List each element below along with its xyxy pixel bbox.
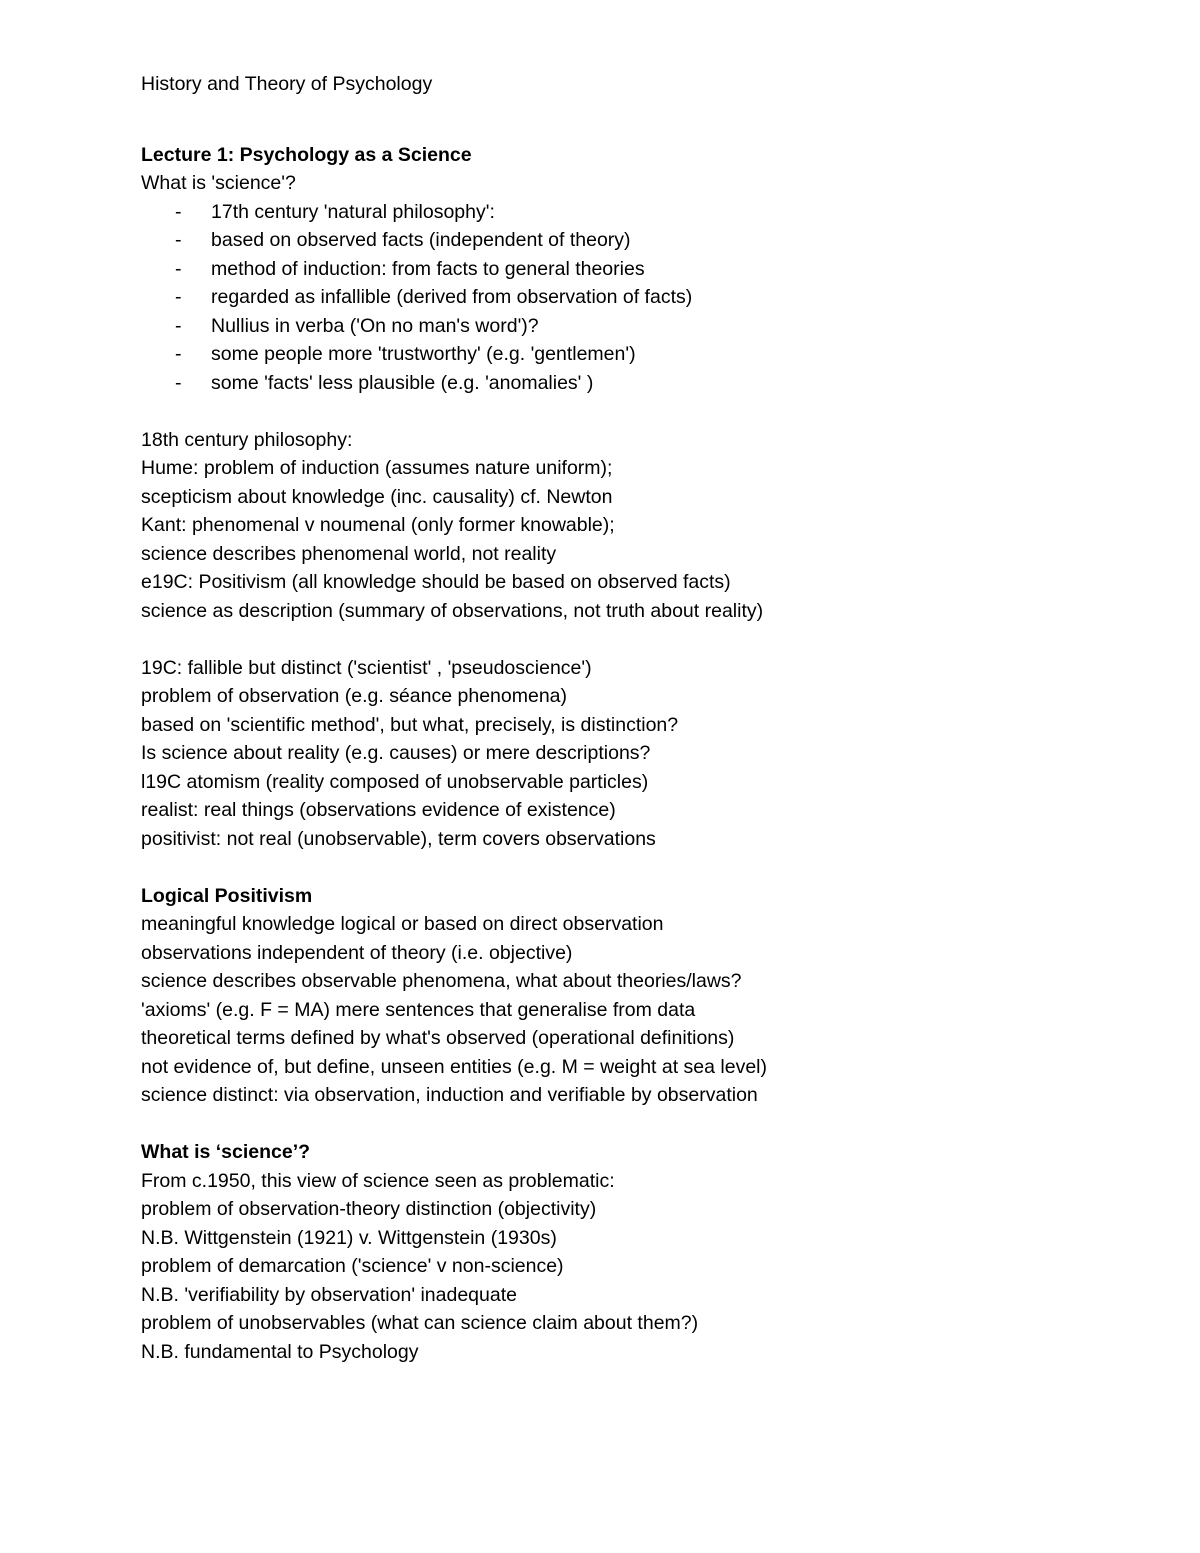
bullet-marker: -: [175, 286, 182, 308]
list-item: [141, 255, 1141, 284]
bullet-list: [141, 198, 1141, 398]
text-line: science distinct: via observation, induction and verifiable by observation: [141, 1084, 758, 1106]
text-line: scepticism about knowledge (inc. causality) cf. Newton: [141, 485, 613, 508]
text-line: l19C atomism (reality composed of unobservable particles): [141, 770, 649, 793]
bullet-marker: -: [175, 314, 182, 337]
bullet-marker: -: [175, 257, 182, 280]
text-line: Kant: phenomenal v noumenal (only former knowable);: [141, 514, 615, 536]
text-line: N.B. fundamental to Psychology: [141, 1340, 419, 1363]
text-line: realist: real things (observations evidence of existence): [141, 799, 616, 821]
section-heading-lecture-1: Lecture 1: Psychology as a Science: [141, 143, 472, 166]
section-intro: What is 'science'?: [141, 172, 296, 194]
text-line: 'axioms' (e.g. F = MA) mere sentences that generalise from data: [141, 998, 696, 1021]
bullet-marker: -: [175, 343, 182, 365]
text-line: Is science about reality (e.g. causes) or mere descriptions?: [141, 742, 651, 764]
text-line: observations independent of theory (i.e. objective): [141, 941, 573, 964]
text-line: meaningful knowledge logical or based on direct observation: [141, 913, 664, 935]
list-item-text: based on observed facts (independent of theory): [211, 229, 631, 251]
list-item-text: Nullius in verba ('On no man's word')?: [211, 314, 539, 337]
list-item-text: some 'facts' less plausible (e.g. 'anomalies' ): [211, 371, 594, 394]
paragraph-logical-positivism: [141, 910, 1141, 1110]
list-item-text: some people more 'trustworthy' (e.g. 'gentlemen'): [211, 343, 636, 365]
list-item-text: regarded as infallible (derived from observation of facts): [211, 286, 693, 308]
paragraph-gap: [141, 397, 1141, 426]
section-heading-what-is-science: What is ‘science’?: [141, 1141, 311, 1163]
text-line: science as description (summary of observations, not truth about reality): [141, 599, 764, 622]
paragraph-gap: [141, 625, 1141, 654]
text-line: 19C: fallible but distinct ('scientist' , 'pseudoscience'): [141, 656, 592, 679]
text-line: theoretical terms defined by what's observed (operational definitions): [141, 1027, 735, 1049]
text-line: 18th century philosophy:: [141, 428, 353, 451]
paragraph-gap: [141, 853, 1141, 882]
list-item: [141, 312, 1141, 341]
text-line: problem of observation-theory distinction (objectivity): [141, 1198, 597, 1220]
text-line: From c.1950, this view of science seen as problematic:: [141, 1169, 615, 1192]
text-line: problem of observation (e.g. séance phenomena): [141, 685, 568, 707]
list-item-text: 17th century 'natural philosophy':: [211, 200, 495, 223]
text-line: problem of unobservables (what can science claim about them?): [141, 1312, 699, 1334]
text-line: not evidence of, but define, unseen entities (e.g. M = weight at sea level): [141, 1055, 768, 1078]
list-item: [141, 340, 1141, 369]
bullet-marker: -: [175, 200, 182, 223]
list-item: [141, 369, 1141, 398]
list-item: [141, 198, 1141, 227]
text-line: science describes observable phenomena, what about theories/laws?: [141, 970, 742, 992]
section-heading-logical-positivism: Logical Positivism: [141, 884, 313, 907]
paragraph-gap: [141, 1110, 1141, 1139]
paragraph-what-is-science: [141, 1167, 1141, 1367]
text-line: based on 'scientific method', but what, precisely, is distinction?: [141, 713, 679, 736]
list-item: [141, 226, 1141, 255]
paragraph-19th-century: [141, 654, 1141, 854]
bullet-marker: -: [175, 229, 182, 251]
bullet-marker: -: [175, 371, 182, 394]
text-line: N.B. Wittgenstein (1921) v. Wittgenstein (1930s): [141, 1226, 557, 1249]
paragraph-18th-century: [141, 426, 1141, 626]
list-item-text: method of induction: from facts to general theories: [211, 257, 645, 280]
document-title: History and Theory of Psychology: [141, 73, 433, 95]
list-item: [141, 283, 1141, 312]
text-line: e19C: Positivism (all knowledge should be based on observed facts): [141, 571, 731, 593]
document-page: [141, 70, 1141, 1366]
text-line: science describes phenomenal world, not reality: [141, 542, 557, 565]
text-line: positivist: not real (unobservable), term covers observations: [141, 827, 656, 850]
text-line: Hume: problem of induction (assumes nature uniform);: [141, 457, 613, 479]
text-line: problem of demarcation ('science' v non-science): [141, 1255, 564, 1277]
text-line: N.B. 'verifiability by observation' inadequate: [141, 1283, 517, 1306]
